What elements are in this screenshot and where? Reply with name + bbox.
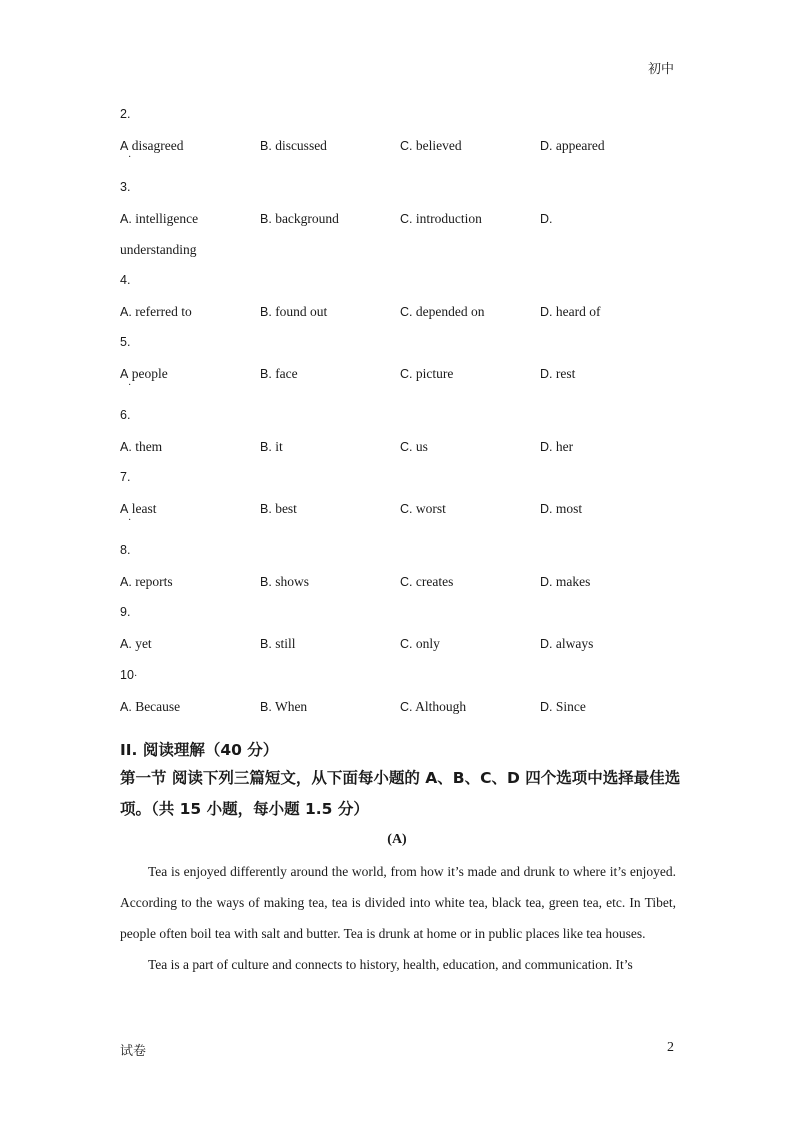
option-text: most bbox=[555, 501, 583, 516]
question-block bbox=[120, 540, 680, 592]
option-text: found out bbox=[275, 304, 328, 319]
option-text: Because bbox=[135, 699, 181, 714]
option bbox=[540, 572, 680, 592]
option-letter: D. bbox=[540, 212, 553, 226]
passage-paragraph: Tea is a part of culture and connects to history, health, education, and communication. It’s bbox=[148, 957, 633, 972]
option-text: believed bbox=[415, 138, 462, 153]
option-text: introduction bbox=[415, 211, 482, 226]
option-wrap-text: understanding bbox=[120, 242, 197, 257]
option-letter: B. bbox=[260, 440, 272, 454]
option-letter: D. bbox=[540, 637, 553, 651]
option-row bbox=[120, 437, 680, 457]
question-block bbox=[120, 177, 680, 260]
option-letter: B. bbox=[260, 367, 272, 381]
option bbox=[120, 634, 260, 654]
option bbox=[260, 697, 400, 717]
question-block bbox=[120, 467, 680, 526]
option-letter: B. bbox=[260, 139, 272, 153]
question-number: 7. bbox=[120, 470, 131, 484]
option-letter: A. bbox=[120, 305, 132, 319]
option-letter: C. bbox=[400, 575, 413, 589]
option-letter: A. bbox=[120, 637, 132, 651]
option-text: her bbox=[555, 439, 574, 454]
option-text: reports bbox=[135, 574, 173, 589]
option-text: us bbox=[415, 439, 428, 454]
option-letter: D. bbox=[540, 700, 553, 714]
option-letter: D. bbox=[540, 440, 553, 454]
header-label: 初中 bbox=[647, 61, 674, 76]
question-number: 5. bbox=[120, 335, 131, 349]
option bbox=[540, 634, 680, 654]
option-letter: C. bbox=[400, 212, 413, 226]
option bbox=[260, 437, 400, 457]
question-block bbox=[120, 602, 680, 654]
option-letter: A. bbox=[120, 440, 132, 454]
option-letter: D. bbox=[540, 367, 553, 381]
option-text: disagreed bbox=[131, 138, 184, 153]
option-letter: C. bbox=[400, 305, 413, 319]
question-number: 6. bbox=[120, 408, 131, 422]
mark-dot: · bbox=[134, 671, 138, 682]
question-number: 9. bbox=[120, 605, 131, 619]
option-letter: B. bbox=[260, 305, 272, 319]
option bbox=[260, 136, 400, 156]
option-letter: B. bbox=[260, 700, 272, 714]
option-letter: C. bbox=[400, 700, 413, 714]
option-text: yet bbox=[135, 636, 152, 651]
option-text: worst bbox=[415, 501, 446, 516]
question-number: 2. bbox=[120, 107, 131, 121]
option-letter: C. bbox=[400, 367, 413, 381]
option-text: picture bbox=[415, 366, 454, 381]
option-row bbox=[120, 697, 680, 717]
option-row bbox=[120, 364, 680, 391]
mark-dot: · bbox=[128, 152, 132, 163]
question-block bbox=[120, 665, 680, 717]
question-block bbox=[120, 270, 680, 322]
option-letter: A bbox=[120, 502, 129, 516]
option-letter: C. bbox=[400, 502, 413, 516]
option-text: shows bbox=[275, 574, 309, 589]
option bbox=[260, 572, 400, 592]
option-letter: C. bbox=[400, 637, 413, 651]
question-number: 10 bbox=[120, 668, 134, 682]
option bbox=[260, 634, 400, 654]
option-text: When bbox=[274, 699, 308, 714]
option bbox=[120, 697, 260, 717]
option bbox=[120, 364, 260, 391]
option-letter: A. bbox=[120, 212, 132, 226]
option-text: makes bbox=[555, 574, 591, 589]
option-text: Although bbox=[415, 699, 467, 714]
option bbox=[260, 364, 400, 384]
option bbox=[540, 364, 680, 384]
option bbox=[540, 437, 680, 457]
option bbox=[260, 209, 400, 229]
option-letter: B. bbox=[260, 637, 272, 651]
option-letter: B. bbox=[260, 575, 272, 589]
option bbox=[400, 437, 540, 457]
option-letter: A bbox=[120, 139, 129, 153]
option-text: Since bbox=[555, 699, 586, 714]
option bbox=[120, 209, 260, 229]
option bbox=[400, 209, 540, 229]
page-number: 2 bbox=[667, 1040, 674, 1055]
footer-label: 试卷 bbox=[120, 1043, 147, 1058]
question-block bbox=[120, 332, 680, 391]
option-text: least bbox=[131, 501, 157, 516]
option-text: people bbox=[131, 366, 168, 381]
option bbox=[540, 136, 680, 156]
option-letter: B. bbox=[260, 212, 272, 226]
question-number: 8. bbox=[120, 543, 131, 557]
option-row bbox=[120, 572, 680, 592]
option bbox=[540, 499, 680, 519]
question-block bbox=[120, 405, 680, 457]
option bbox=[120, 136, 260, 163]
option-letter: A. bbox=[120, 575, 132, 589]
option-text: depended on bbox=[415, 304, 485, 319]
option-text: always bbox=[555, 636, 594, 651]
option-row bbox=[120, 499, 680, 526]
option-text: intelligence bbox=[135, 211, 199, 226]
passage-body bbox=[120, 856, 676, 980]
option bbox=[540, 697, 680, 717]
option-text: referred to bbox=[135, 304, 192, 319]
option-letter: B. bbox=[260, 502, 272, 516]
option-letter: A bbox=[120, 367, 129, 381]
question-number: 4. bbox=[120, 273, 131, 287]
option-letter: D. bbox=[540, 502, 553, 516]
option-text: rest bbox=[555, 366, 576, 381]
option-letter: D. bbox=[540, 139, 553, 153]
option-text: creates bbox=[415, 574, 454, 589]
option-letter: A. bbox=[120, 700, 132, 714]
option bbox=[260, 499, 400, 519]
question-block bbox=[120, 104, 680, 163]
option bbox=[540, 209, 680, 229]
option-letter: D. bbox=[540, 305, 553, 319]
option-text: heard of bbox=[555, 304, 601, 319]
option bbox=[120, 437, 260, 457]
option-text: them bbox=[135, 439, 163, 454]
option bbox=[540, 302, 680, 322]
option bbox=[400, 572, 540, 592]
option-letter: C. bbox=[400, 440, 413, 454]
option-text: appeared bbox=[555, 138, 605, 153]
option bbox=[400, 697, 540, 717]
option bbox=[260, 302, 400, 322]
option bbox=[120, 499, 260, 526]
option bbox=[400, 302, 540, 322]
mark-dot: · bbox=[128, 380, 132, 391]
option bbox=[400, 499, 540, 519]
option bbox=[120, 302, 260, 322]
option-text: best bbox=[275, 501, 297, 516]
option bbox=[400, 136, 540, 156]
passage-paragraph: Tea is enjoyed differently around the world, from how it’s made and drunk to where it’s enjoyed. According to the ways of making tea, tea is divided into white tea, black tea, green tea, etc. In Tibet, people often boil tea with salt and butter. Tea is drunk at home or in public places like tea houses. bbox=[120, 864, 676, 941]
option-text: background bbox=[275, 211, 339, 226]
option bbox=[400, 634, 540, 654]
option bbox=[400, 364, 540, 384]
option-letter: D. bbox=[540, 575, 553, 589]
option-row bbox=[120, 634, 680, 654]
option-row bbox=[120, 302, 680, 322]
option-text: only bbox=[415, 636, 440, 651]
option-text: still bbox=[275, 636, 296, 651]
passage-title: (A) bbox=[387, 832, 407, 847]
option-row bbox=[120, 209, 680, 229]
option-letter: C. bbox=[400, 139, 413, 153]
section-title: II. 阅读理解（40 分） bbox=[120, 741, 279, 759]
option-text: discussed bbox=[275, 138, 327, 153]
option-text: it bbox=[275, 439, 283, 454]
question-number: 3. bbox=[120, 180, 131, 194]
section-instructions: 第一节 阅读下列三篇短文，从下面每小题的 A、B、C、D 四个选项中选择最佳选项。（共 15 小题，每小题 1.5 分） bbox=[120, 769, 681, 818]
mark-dot: · bbox=[128, 515, 132, 526]
option bbox=[120, 572, 260, 592]
option-text: face bbox=[275, 366, 298, 381]
option-row bbox=[120, 136, 680, 163]
